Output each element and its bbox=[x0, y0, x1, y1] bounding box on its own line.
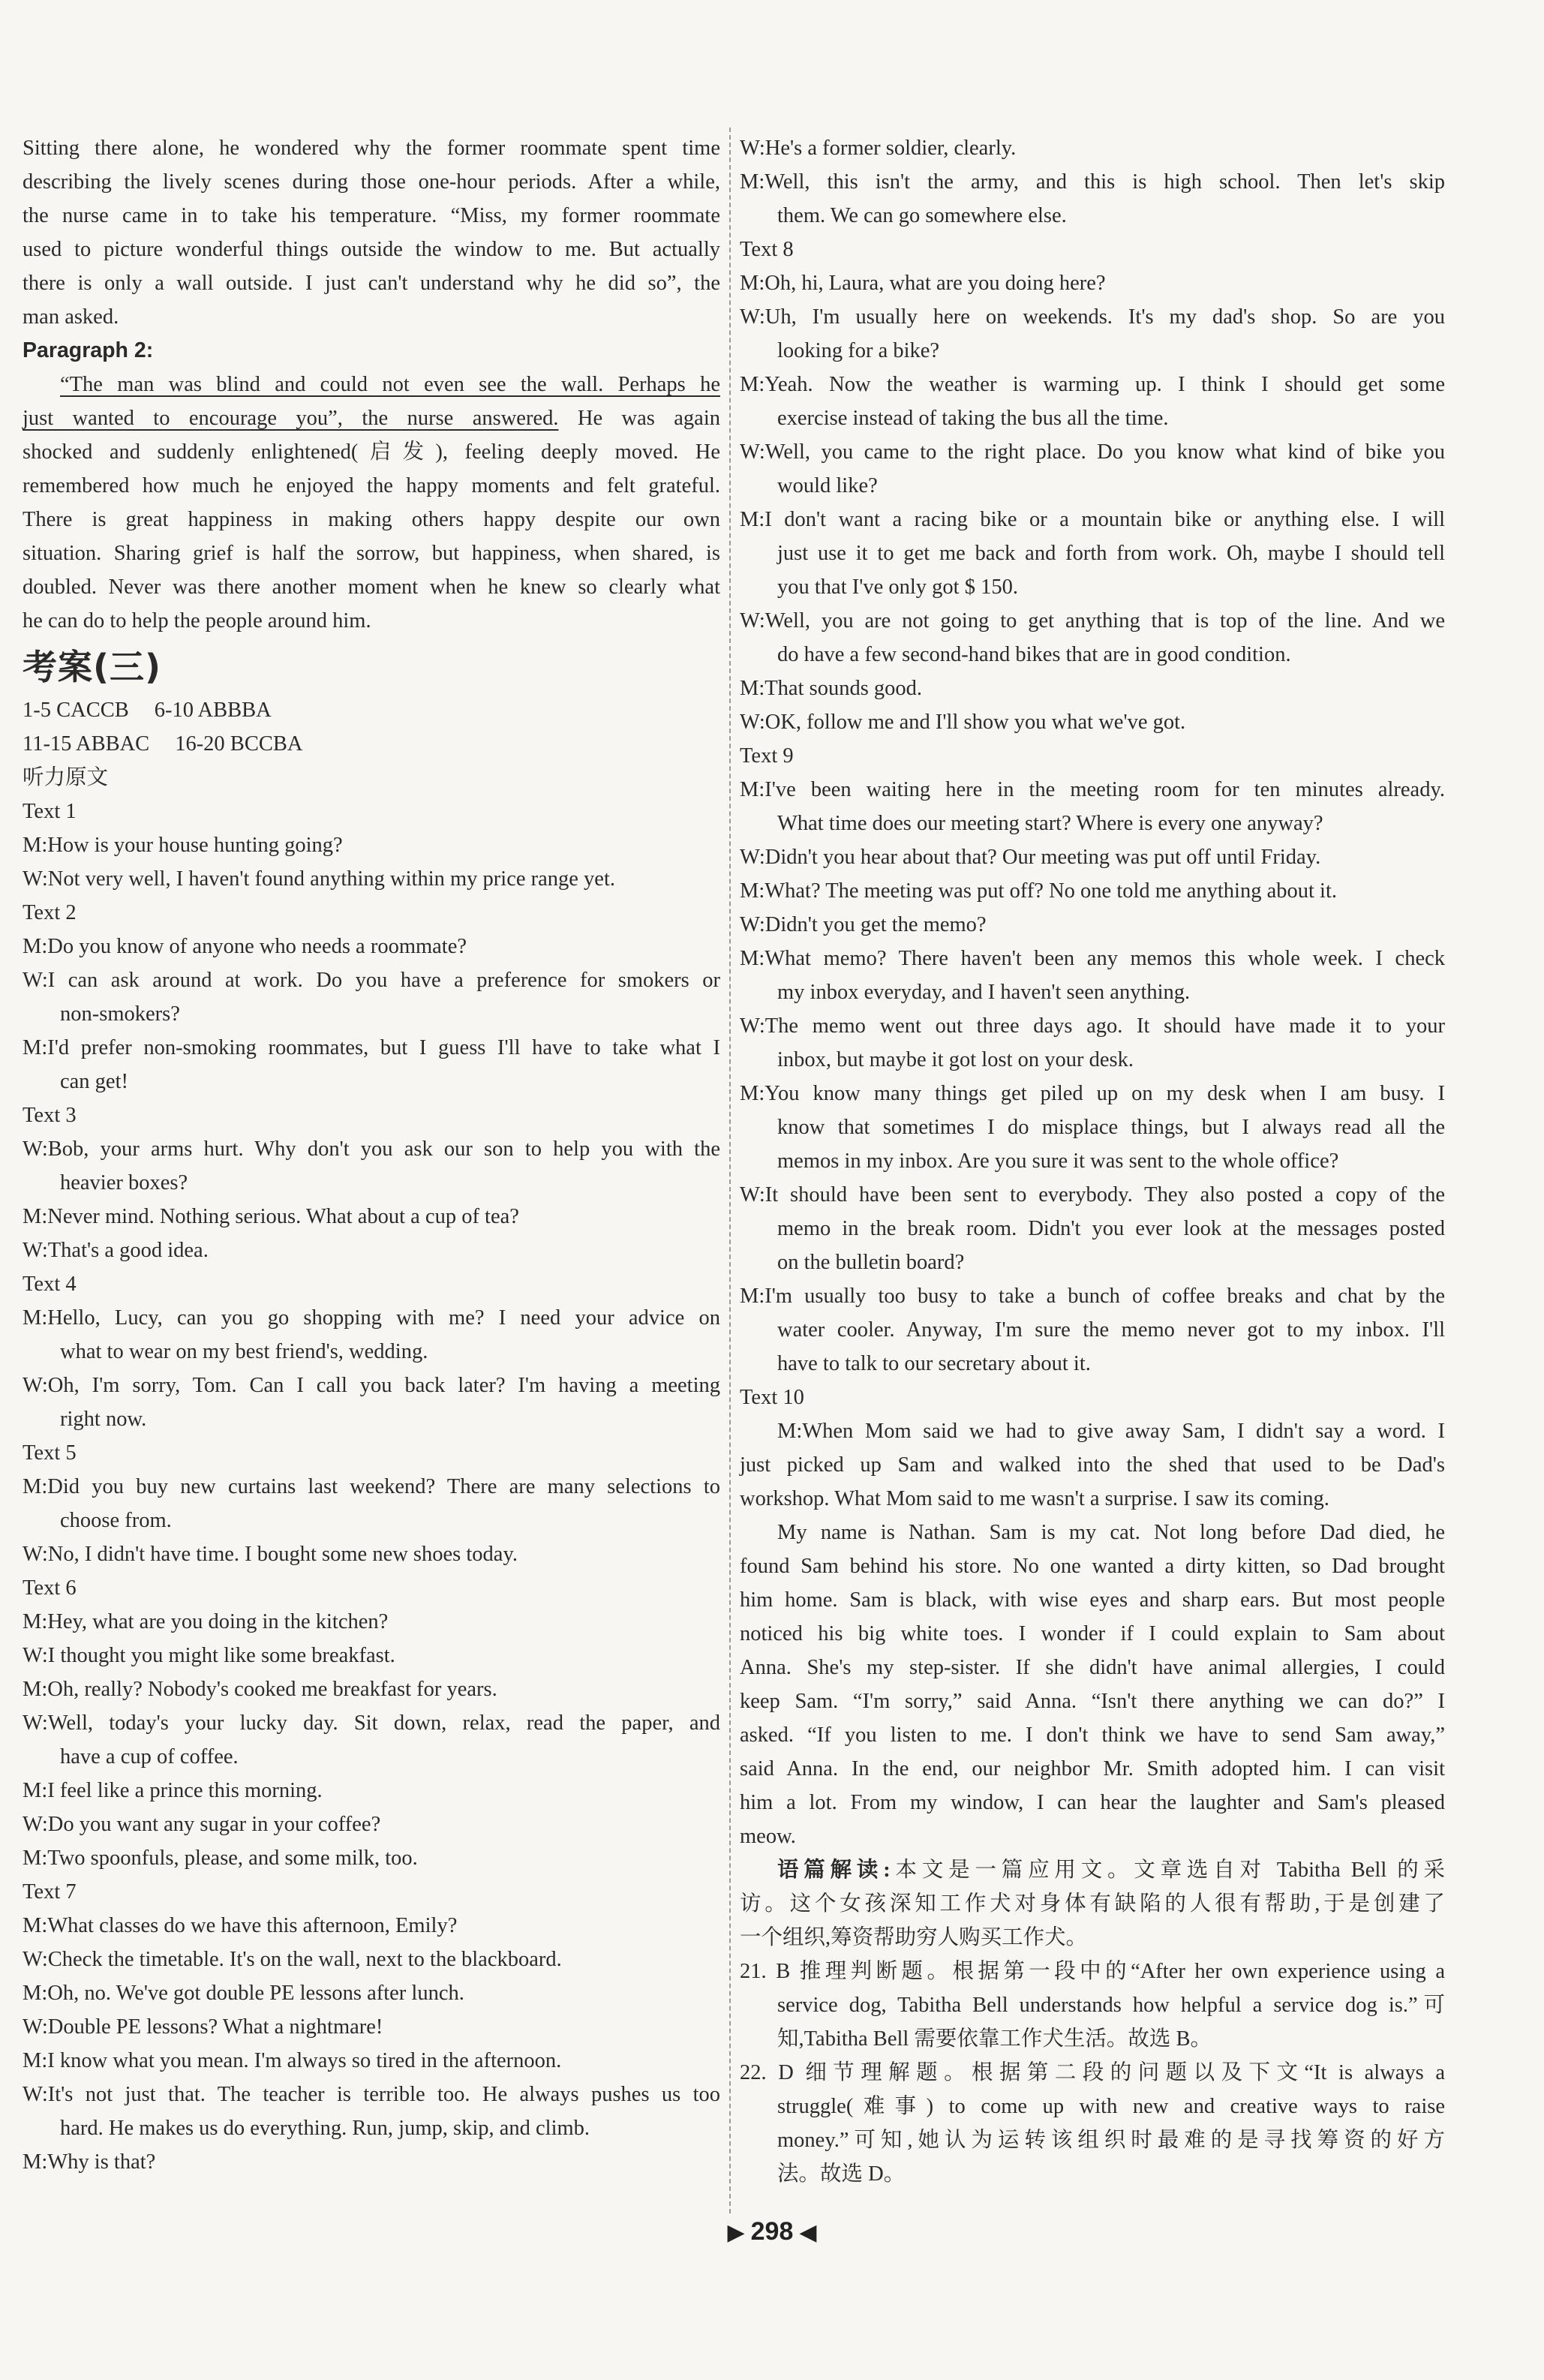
story-line bbox=[23, 368, 720, 401]
right-column bbox=[740, 131, 1445, 2191]
dialogue-line: them. We can go somewhere else. bbox=[777, 204, 1067, 227]
story-line: the nurse came in to take his temperature. “Miss, my former roommate bbox=[23, 204, 720, 227]
dialogue-line: W:Well, today's your lucky day. Sit down, relax, read the paper, and bbox=[23, 1711, 720, 1735]
dialogue-line: M:What memo? There haven't been any memos this whole week. I check bbox=[740, 947, 1445, 970]
explanation-line: 法。故选 D。 bbox=[777, 2162, 906, 2186]
dialogue-line: W:Well, you came to the right place. Do you know what kind of bike you bbox=[740, 440, 1445, 464]
story-line: he can do to help the people around him. bbox=[23, 609, 371, 633]
dialogue-line: M:I feel like a prince this morning. bbox=[23, 1779, 323, 1802]
dialogue-line: right now. bbox=[60, 1408, 147, 1431]
transcript-label: Text 1 bbox=[23, 800, 77, 823]
dialogue-line: M:That sounds good. bbox=[740, 677, 923, 700]
answer-group: 16-20 BCCBA bbox=[175, 732, 303, 756]
dialogue-line: what to wear on my best friend's, wedding. bbox=[60, 1340, 428, 1363]
dialogue-line: hard. He makes us do everything. Run, jump, skip, and climb. bbox=[60, 2117, 590, 2140]
text-7-continuation bbox=[740, 131, 1445, 233]
analysis-text: 本文是一篇应用文。文章选自对 Tabitha Bell 的采 bbox=[890, 1859, 1445, 1882]
dialogue-line: on the bulletin board? bbox=[777, 1251, 965, 1274]
dialogue-line: W:I thought you might like some breakfast. bbox=[23, 1644, 395, 1667]
answer-row-1 bbox=[23, 693, 720, 727]
text-10-label: Text 10 bbox=[740, 1386, 804, 1409]
dialogue-line: my inbox everyday, and I haven't seen anything. bbox=[777, 981, 1191, 1004]
page-number bbox=[0, 2217, 1544, 2246]
paragraph-2-heading: Paragraph 2: bbox=[23, 338, 154, 362]
dialogue-line: W:Uh, I'm usually here on weekends. It's my dad's shop. So are you bbox=[740, 305, 1445, 329]
dialogue-line: water cooler. Anyway, I'm sure the memo never got to my inbox. I'll bbox=[777, 1318, 1445, 1342]
dialogue-line: M:I'm usually too busy to take a bunch of coffee breaks and chat by the bbox=[740, 1285, 1445, 1308]
analysis-text: 访。这个女孩深知工作犬对身体有缺陷的人很有帮助,于是创建了 bbox=[740, 1892, 1445, 1916]
dialogue-line: choose from. bbox=[60, 1509, 172, 1532]
dialogue-line: would like? bbox=[777, 474, 878, 497]
explanation-line: 知,Tabitha Bell 需要依靠工作犬生活。故选 B。 bbox=[777, 2027, 1212, 2051]
dialogue-line: M:Yeah. Now the weather is warming up. I think I should get some bbox=[740, 373, 1445, 396]
left-triangle-icon: ◀ bbox=[799, 2220, 817, 2245]
question-21-explanation bbox=[740, 1955, 1445, 2056]
dialogue-line: exercise instead of taking the bus all the time. bbox=[777, 407, 1169, 430]
narrative-line: M:When Mom said we had to give away Sam, I didn't say a word. I bbox=[777, 1420, 1445, 1443]
dialogue-line: W:Oh, I'm sorry, Tom. Can I call you back later? I'm having a meeting bbox=[23, 1374, 720, 1397]
listening-transcripts-continued bbox=[740, 233, 1445, 1381]
story-line: doubled. Never was there another moment when he knew so clearly what bbox=[23, 575, 720, 599]
transcript-label: Text 4 bbox=[23, 1273, 77, 1296]
dialogue-line: M:I don't want a racing bike or a mountain bike or anything else. I will bbox=[740, 508, 1445, 531]
dialogue-line: What time does our meeting start? Where is every one anyway? bbox=[777, 812, 1323, 835]
dialogue-line: M:Well, this isn't the army, and this is high school. Then let's skip bbox=[740, 170, 1445, 194]
explanation-line: 21. B 推理判断题。根据第一段中的“After her own experience using a bbox=[740, 1960, 1445, 1983]
dialogue-line: heavier boxes? bbox=[60, 1171, 188, 1195]
narrative-line: workshop. What Mom said to me wasn't a surprise. I saw its coming. bbox=[740, 1487, 1329, 1510]
dialogue-line: looking for a bike? bbox=[777, 339, 940, 362]
explanation-line: 22. D 细节理解题。根据第二段的问题以及下文“It is always a bbox=[740, 2061, 1445, 2084]
transcript-label: Text 7 bbox=[23, 1880, 77, 1904]
narrative-line: Anna. She's my step-sister. If she didn't have animal allergies, I could bbox=[740, 1656, 1445, 1679]
dialogue-line: M:You know many things get piled up on my desk when I am busy. I bbox=[740, 1082, 1445, 1105]
dialogue-line: M:I'd prefer non-smoking roommates, but I guess I'll have to take what I bbox=[23, 1036, 720, 1059]
dialogue-line: W:OK, follow me and I'll show you what we've got. bbox=[740, 711, 1186, 734]
explanation-line: service dog, Tabitha Bell understands how helpful a service dog is.”可 bbox=[777, 1994, 1445, 2017]
dialogue-line: M:Hey, what are you doing in the kitchen? bbox=[23, 1610, 389, 1633]
question-22-explanation bbox=[740, 2056, 1445, 2191]
dialogue-line: M:Do you know of anyone who needs a roommate? bbox=[23, 935, 467, 958]
explanation-line: money.”可知,她认为运转该组织时最难的是寻找筹资的好方 bbox=[777, 2129, 1445, 2152]
transcript-label: Text 3 bbox=[23, 1104, 77, 1127]
analysis-label: 语篇解读: bbox=[777, 1859, 891, 1882]
left-column bbox=[23, 131, 720, 2179]
dialogue-line: W:It's not just that. The teacher is terrible too. He always pushes us too bbox=[23, 2083, 720, 2106]
narrative-line: said Anna. In the end, our neighbor Mr. Smith adopted him. I can visit bbox=[740, 1757, 1445, 1780]
dialogue-line: W:The memo went out three days ago. It should have made it to your bbox=[740, 1014, 1445, 1038]
story-line: man asked. bbox=[23, 305, 119, 329]
narrative-line: him home. Sam is black, with wise eyes and sharp ears. But most people bbox=[740, 1588, 1445, 1612]
dialogue-line: W:Not very well, I haven't found anything within my price range yet. bbox=[23, 867, 615, 891]
narrative-line: meow. bbox=[740, 1825, 796, 1848]
narrative-line: found Sam behind his store. No one wanted a dirty kitten, so Dad brought bbox=[740, 1555, 1445, 1578]
story-line: Sitting there alone, he wondered why the former roommate spent time bbox=[23, 137, 720, 160]
dialogue-line: W:Didn't you get the memo? bbox=[740, 913, 987, 936]
dialogue-line: have a cup of coffee. bbox=[60, 1745, 239, 1768]
story-line bbox=[23, 401, 720, 435]
dialogue-line: W:That's a good idea. bbox=[23, 1239, 209, 1262]
dialogue-line: you that I've only got $ 150. bbox=[777, 575, 1018, 599]
section-title: 考案(三) bbox=[23, 647, 162, 687]
narrative-line: just picked up Sam and walked into the shed that used to be Dad's bbox=[740, 1453, 1445, 1477]
story-line: situation. Sharing grief is half the sorrow, but happiness, when shared, is bbox=[23, 542, 720, 565]
transcript-label: Text 9 bbox=[740, 744, 794, 768]
narrative-line: him a lot. From my window, I can hear the laughter and Sam's pleased bbox=[740, 1791, 1445, 1814]
analysis-line bbox=[740, 1853, 1445, 1887]
analysis-line bbox=[740, 1921, 1445, 1955]
dialogue-line: W:No, I didn't have time. I bought some new shoes today. bbox=[23, 1543, 518, 1566]
story-line: describing the lively scenes during those one-hour periods. After a while, bbox=[23, 170, 720, 194]
dialogue-line: inbox, but maybe it got lost on your desk. bbox=[777, 1048, 1134, 1071]
answer-row-2 bbox=[23, 727, 720, 761]
dialogue-line: W:Well, you are not going to get anything that is top of the line. And we bbox=[740, 609, 1445, 633]
transcript-label: Text 2 bbox=[23, 901, 77, 924]
story-line: used to picture wonderful things outside the window to me. But actually bbox=[23, 238, 720, 261]
story-paragraph-2 bbox=[23, 368, 720, 638]
story-line: shocked and suddenly enlightened(启发), feeling deeply moved. He bbox=[23, 440, 720, 464]
transcript-label: Text 6 bbox=[23, 1576, 77, 1600]
dialogue-line: M:Did you buy new curtains last weekend? There are many selections to bbox=[23, 1475, 720, 1498]
story-line: remembered how much he enjoyed the happy moments and felt grateful. bbox=[23, 474, 720, 497]
explanation-line: struggle(难事) to come up with new and creative ways to raise bbox=[777, 2095, 1445, 2118]
listening-transcripts bbox=[23, 795, 720, 2179]
dialogue-line: just use it to get me back and forth from work. Oh, maybe I should tell bbox=[777, 542, 1445, 565]
dialogue-line: W:Check the timetable. It's on the wall, next to the blackboard. bbox=[23, 1948, 562, 1971]
answer-group: 6-10 ABBBA bbox=[154, 699, 272, 722]
dialogue-line: do have a few second-hand bikes that are in good condition. bbox=[777, 643, 1291, 666]
dialogue-line: know that sometimes I do misplace things, but I always read all the bbox=[777, 1116, 1445, 1139]
listening-heading: 听力原文 bbox=[23, 766, 109, 789]
narrative-line: noticed his big white toes. I wonder if I could explain to Sam about bbox=[740, 1622, 1445, 1645]
dialogue-line: W:Do you want any sugar in your coffee? bbox=[23, 1813, 381, 1836]
dialogue-line: memos in my inbox. Are you sure it was sent to the whole office? bbox=[777, 1149, 1339, 1173]
dialogue-line: M:Oh, no. We've got double PE lessons after lunch. bbox=[23, 1982, 464, 2005]
sentence-rest: He was again bbox=[558, 407, 720, 430]
dialogue-line: W:Bob, your arms hurt. Why don't you ask our son to help you with the bbox=[23, 1137, 720, 1161]
story-line: There is great happiness in making others happy despite our own bbox=[23, 508, 720, 531]
answer-group: 1-5 CACCB bbox=[23, 699, 129, 722]
dialogue-line: W:It should have been sent to everybody. They also posted a copy of the bbox=[740, 1183, 1445, 1207]
underlined-sentence: “The man was blind and could not even see the wall. Perhaps he bbox=[60, 373, 720, 396]
page-number-text: 298 bbox=[750, 2217, 794, 2246]
dialogue-line: M:Hello, Lucy, can you go shopping with me? I need your advice on bbox=[23, 1306, 720, 1330]
narrative-line: keep Sam. “I'm sorry,” said Anna. “Isn't there anything we can do?” I bbox=[740, 1690, 1445, 1713]
answer-group: 11-15 ABBAC bbox=[23, 732, 150, 756]
analysis-line bbox=[740, 1887, 1445, 1921]
underlined-sentence: just wanted to encourage you”, the nurse answered. bbox=[23, 407, 559, 430]
dialogue-line: can get! bbox=[60, 1070, 128, 1093]
dialogue-line: M:Never mind. Nothing serious. What about a cup of tea? bbox=[23, 1205, 519, 1228]
narrative-line: asked. “If you listen to me. I don't think we have to send Sam away,” bbox=[740, 1723, 1445, 1747]
dialogue-line: M:Two spoonfuls, please, and some milk, too. bbox=[23, 1847, 418, 1870]
dialogue-line: W:Didn't you hear about that? Our meeting was put off until Friday. bbox=[740, 846, 1321, 869]
dialogue-line: non-smokers? bbox=[60, 1002, 180, 1026]
dialogue-line: have to talk to our secretary about it. bbox=[777, 1352, 1091, 1375]
dialogue-line: M:Why is that? bbox=[23, 2150, 156, 2174]
narrative-line: My name is Nathan. Sam is my cat. Not long before Dad died, he bbox=[777, 1521, 1445, 1544]
dialogue-line: M:What? The meeting was put off? No one told me anything about it. bbox=[740, 879, 1337, 903]
dialogue-line: M:Oh, hi, Laura, what are you doing here? bbox=[740, 272, 1106, 295]
dialogue-line: M:How is your house hunting going? bbox=[23, 834, 343, 857]
dialogue-line: M:What classes do we have this afternoon, Emily? bbox=[23, 1914, 458, 1937]
dialogue-line: M:Oh, really? Nobody's cooked me breakfast for years. bbox=[23, 1678, 497, 1701]
text-10-body bbox=[740, 1414, 1445, 1853]
dialogue-line: W:I can ask around at work. Do you have a preference for smokers or bbox=[23, 969, 720, 992]
story-line: there is only a wall outside. I just can't understand why he did so”, the bbox=[23, 272, 720, 295]
column-divider bbox=[729, 128, 731, 2213]
dialogue-line: M:I know what you mean. I'm always so tired in the afternoon. bbox=[23, 2049, 562, 2072]
passage-analysis bbox=[740, 1853, 1445, 1955]
transcript-label: Text 5 bbox=[23, 1441, 77, 1465]
dialogue-line: M:I've been waiting here in the meeting room for ten minutes already. bbox=[740, 778, 1445, 801]
dialogue-line: W:He's a former soldier, clearly. bbox=[740, 137, 1017, 160]
transcript-label: Text 8 bbox=[740, 238, 794, 261]
answer-key bbox=[23, 693, 720, 761]
dialogue-line: memo in the break room. Didn't you ever look at the messages posted bbox=[777, 1217, 1445, 1240]
right-triangle-icon: ▶ bbox=[727, 2220, 745, 2245]
dialogue-line: W:Double PE lessons? What a nightmare! bbox=[23, 2015, 383, 2039]
analysis-text: 一个组织,筹资帮助穷人购买工作犬。 bbox=[740, 1926, 1088, 1949]
story-paragraph-1 bbox=[23, 131, 720, 334]
